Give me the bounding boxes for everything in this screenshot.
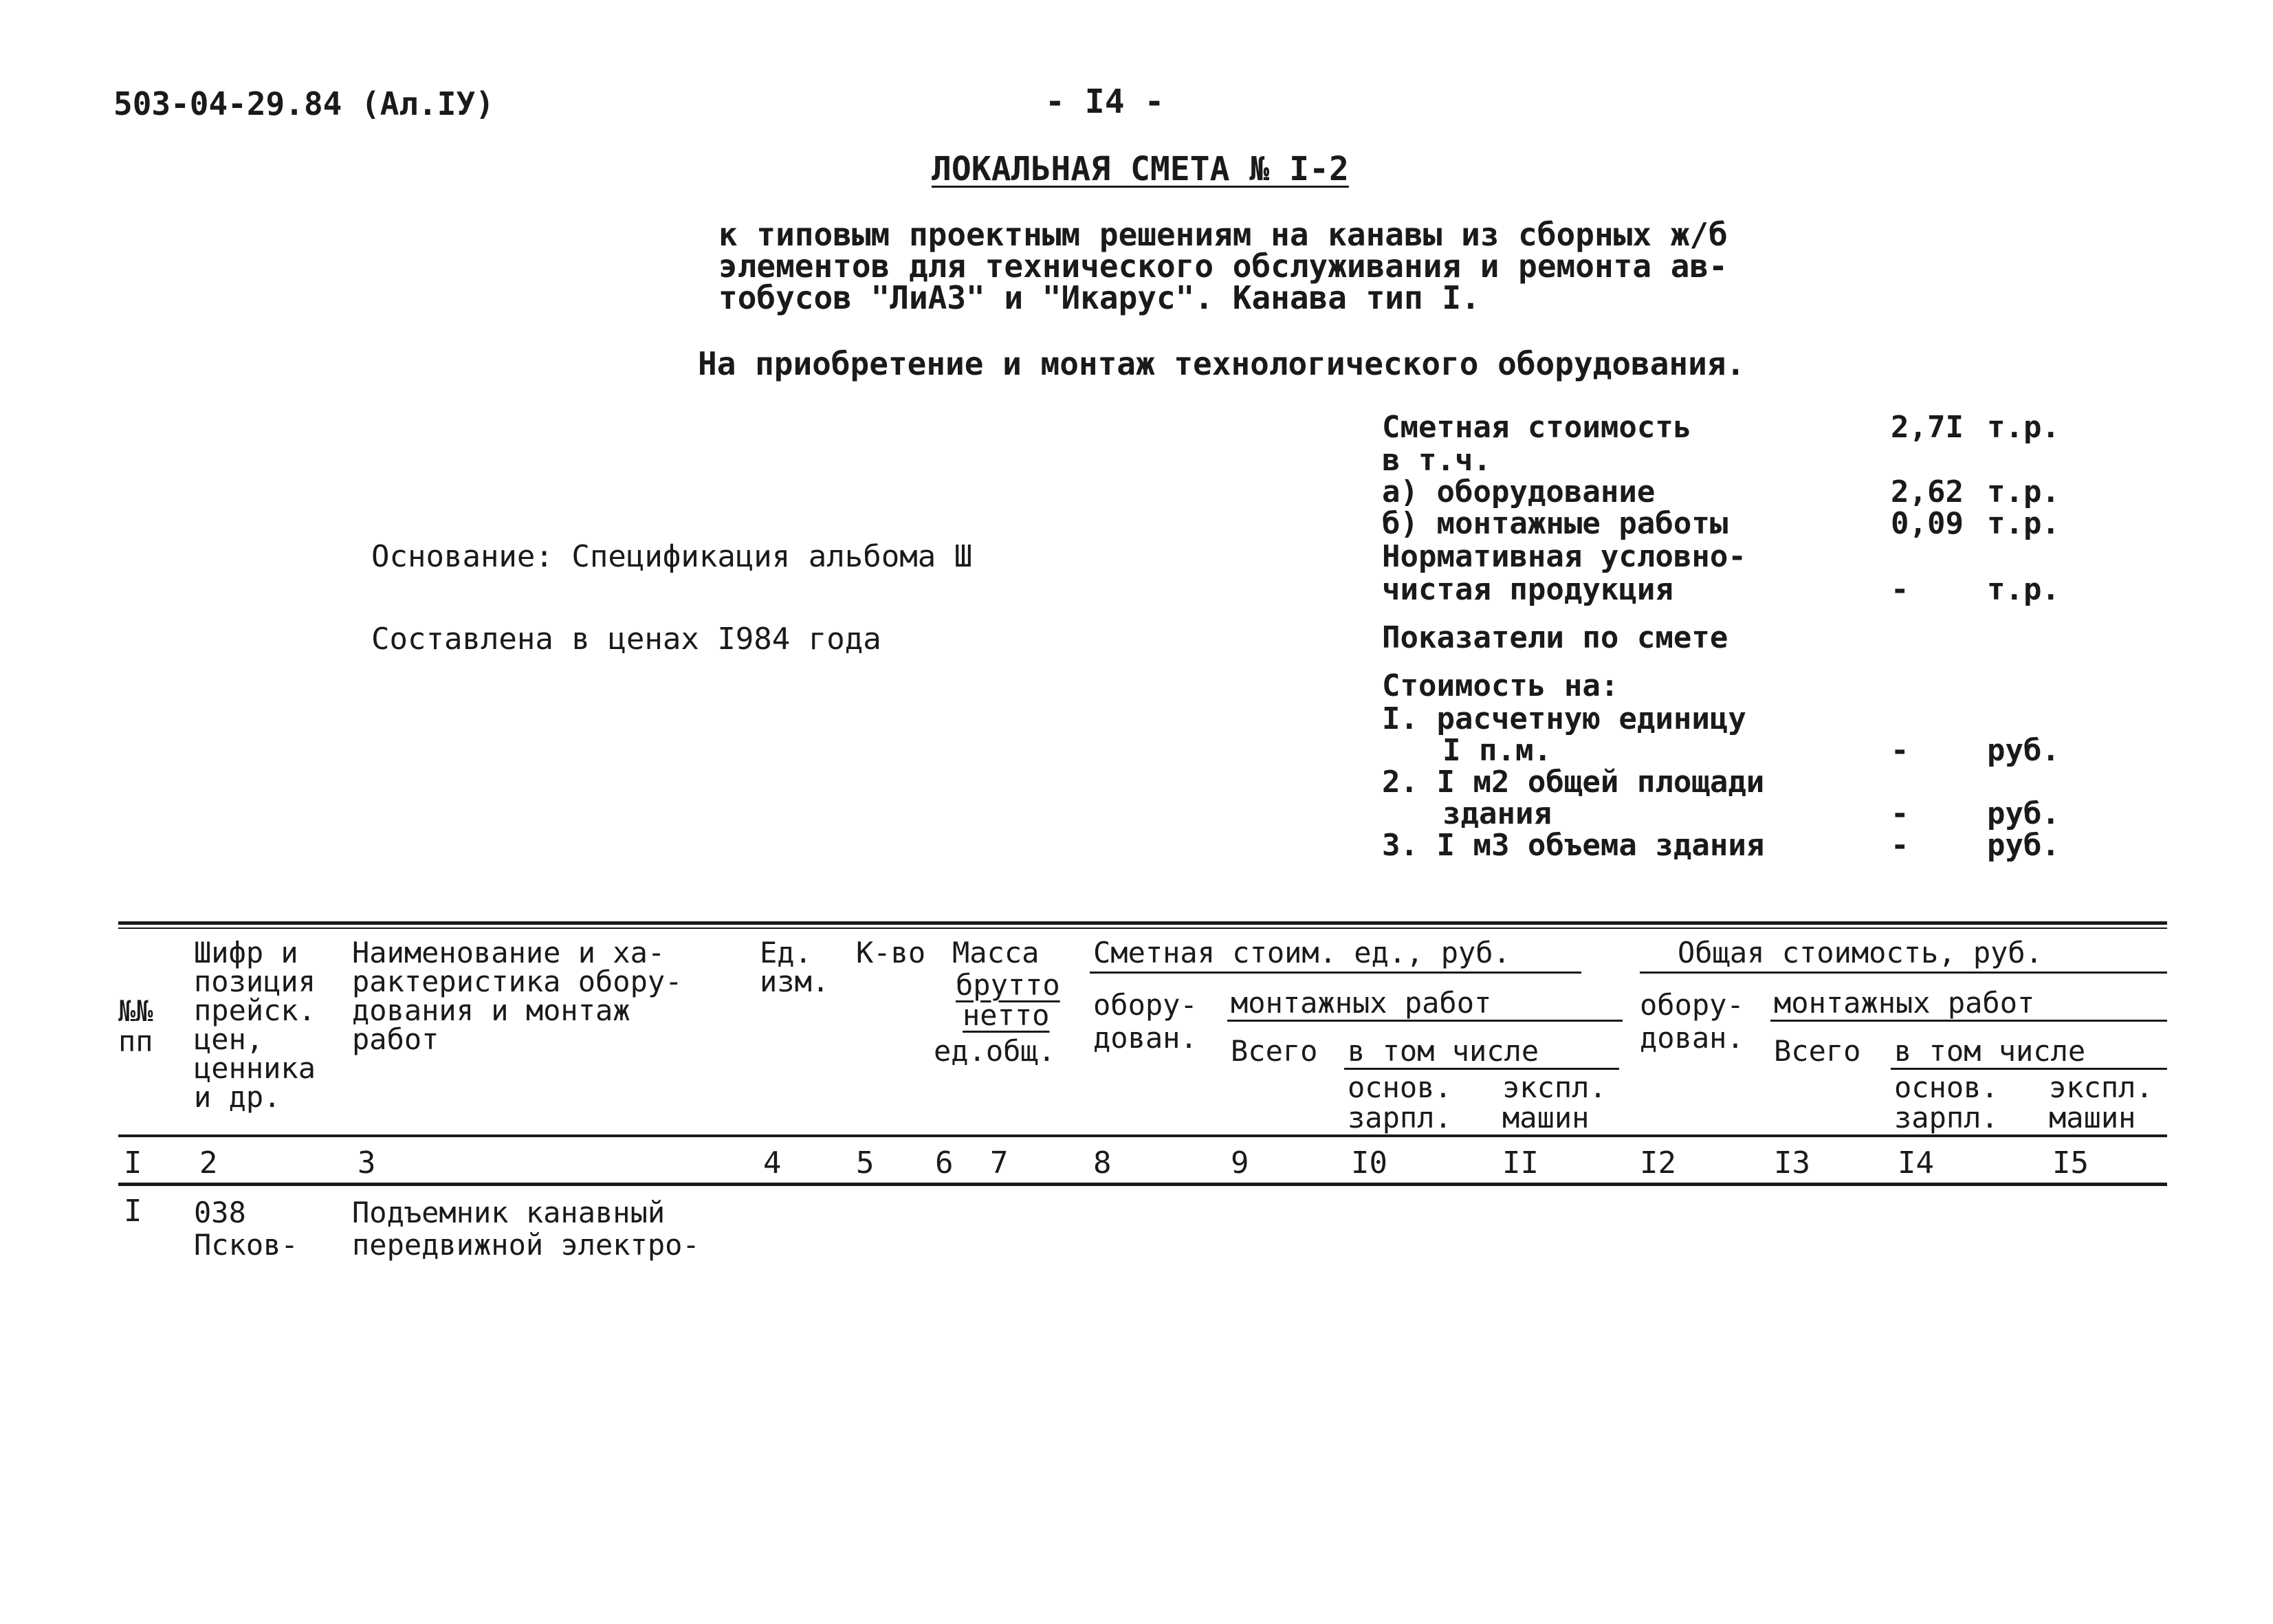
header-brutto: брутто: [956, 968, 1060, 1002]
montazh-rule-right: [1770, 1020, 2167, 1022]
norm-value: -: [1891, 572, 1909, 607]
norm-unit: т.р.: [1987, 572, 2060, 607]
header-col-qty: К-во: [856, 936, 926, 969]
col-number-7: 7: [990, 1145, 1009, 1181]
indicators-label: Показатели по смете: [1382, 620, 1728, 655]
col-number-11: II: [1502, 1145, 1539, 1181]
item3-unit: руб.: [1987, 828, 2060, 863]
col-number-9: 9: [1231, 1145, 1249, 1181]
equipment-value: 2,62: [1891, 474, 1964, 509]
subtitle-line-3: тобусов "ЛиАЗ" и "Икарус". Канава тип I.: [718, 279, 1480, 316]
v-tom-chisle-rule-right: [1891, 1068, 2167, 1070]
montazh-rule-left: [1227, 1020, 1623, 1022]
item1-value: -: [1891, 733, 1909, 768]
header-vsego-total: Всего: [1774, 1034, 1861, 1068]
subtitle-line-1: к типовым проектным решениям на канавы из сборных ж/б: [718, 216, 1728, 253]
header-osnov-total: основ. зарпл.: [1894, 1071, 1999, 1135]
header-col-name: Наименование и ха- рактеристика обору- дования и монтаж работ: [352, 936, 683, 1056]
col-number-4: 4: [763, 1145, 782, 1181]
item2-line1: 2. I м2 общей площади: [1382, 765, 1765, 800]
installation-value: 0,09: [1891, 506, 1964, 541]
equipment-label: а) оборудование: [1382, 474, 1656, 509]
header-ekspl-unit: экспл. машин: [1502, 1071, 1607, 1135]
page-title: ЛОКАЛЬНАЯ СМЕТА № I-2: [932, 150, 1349, 188]
norm-label-2: чистая продукция: [1382, 572, 1673, 607]
table-col-numbers-rule: [118, 1183, 2167, 1186]
cost-value: 2,7I: [1891, 410, 1964, 445]
header-v-tom-chisle-unit: в том числе: [1348, 1034, 1539, 1068]
item1-unit: руб.: [1987, 733, 2060, 768]
table-header-bottom-rule: [118, 1134, 2167, 1137]
cost-per-label: Стоимость на:: [1382, 668, 1619, 703]
header-vsego-unit: Всего: [1231, 1034, 1318, 1068]
cost-unit: т.р.: [1987, 410, 2060, 445]
header-montazh-total: монтажных работ: [1774, 986, 2035, 1020]
purpose-line: На приобретение и монтаж технологического оборудования.: [698, 345, 1746, 382]
header-obshaya: Общая стоимость, руб.: [1678, 936, 2043, 969]
page-number: - I4 -: [1045, 83, 1165, 121]
installation-unit: т.р.: [1987, 506, 2060, 541]
norm-label-1: Нормативная условно-: [1382, 539, 1746, 574]
header-smetnaya: Сметная стоим. ед., руб.: [1093, 936, 1511, 969]
header-mass: Масса: [952, 936, 1040, 969]
item2-unit: руб.: [1987, 796, 2060, 831]
header-equip-unit: обору- дован.: [1093, 988, 1198, 1055]
prices-text: Составлена в ценах I984 года: [371, 622, 881, 657]
item1-line2: I п.м.: [1442, 733, 1552, 768]
row-1-name: Подъемник канавный передвижной электро-: [352, 1196, 700, 1262]
item1-line1: I. расчетную единицу: [1382, 701, 1746, 736]
header-osnov-unit: основ. зарпл.: [1348, 1071, 1452, 1135]
table-top-rule: [118, 921, 2167, 925]
row-1-code: 038 Псков-: [194, 1196, 298, 1262]
document-code: 503-04-29.84 (Ал.IУ): [113, 85, 494, 122]
header-col-unit: Ед. изм.: [760, 936, 830, 998]
col-number-10: I0: [1351, 1145, 1387, 1181]
col-number-5: 5: [856, 1145, 875, 1181]
item3-line1: 3. I м3 объема здания: [1382, 828, 1765, 863]
col-number-6: 6: [935, 1145, 954, 1181]
header-col-num: №№ пп: [118, 994, 153, 1059]
header-mass-units: ед.общ.: [934, 1034, 1056, 1068]
subtitle-line-2: элементов для технического обслуживания и ремонта ав-: [718, 248, 1728, 285]
basis-text: Основание: Спецификация альбома Ш: [371, 539, 973, 574]
header-ekspl-total: экспл. машин: [2049, 1071, 2153, 1135]
smetnaya-rule: [1090, 972, 1581, 974]
header-netto: нетто: [963, 998, 1050, 1032]
col-number-13: I3: [1774, 1145, 1810, 1181]
item3-value: -: [1891, 828, 1909, 863]
installation-label: б) монтажные работы: [1382, 506, 1728, 541]
col-number-14: I4: [1898, 1145, 1934, 1181]
header-col-code: Шифр и позиция прейск. цен, ценника и др.: [194, 936, 316, 1114]
col-number-8: 8: [1093, 1145, 1112, 1181]
item2-value: -: [1891, 796, 1909, 831]
col-number-12: I2: [1640, 1145, 1676, 1181]
col-number-15: I5: [2052, 1145, 2089, 1181]
obshaya-rule: [1640, 972, 2167, 974]
col-number-2: 2: [199, 1145, 218, 1181]
v-tom-chisle-rule-left: [1344, 1068, 1619, 1070]
header-montazh-unit: монтажных работ: [1231, 986, 1492, 1020]
header-v-tom-chisle-total: в том числе: [1894, 1034, 2086, 1068]
cost-label: Сметная стоимость: [1382, 410, 1692, 445]
incl-label: в т.ч.: [1382, 443, 1491, 478]
table-top-rule-thin: [118, 928, 2167, 929]
header-equip-total: обору- дован.: [1640, 988, 1744, 1055]
col-number-3: 3: [358, 1145, 376, 1181]
equipment-unit: т.р.: [1987, 474, 2060, 509]
row-1-number: I: [124, 1194, 142, 1229]
col-number-1: I: [124, 1145, 142, 1181]
item2-line2: здания: [1442, 796, 1552, 831]
